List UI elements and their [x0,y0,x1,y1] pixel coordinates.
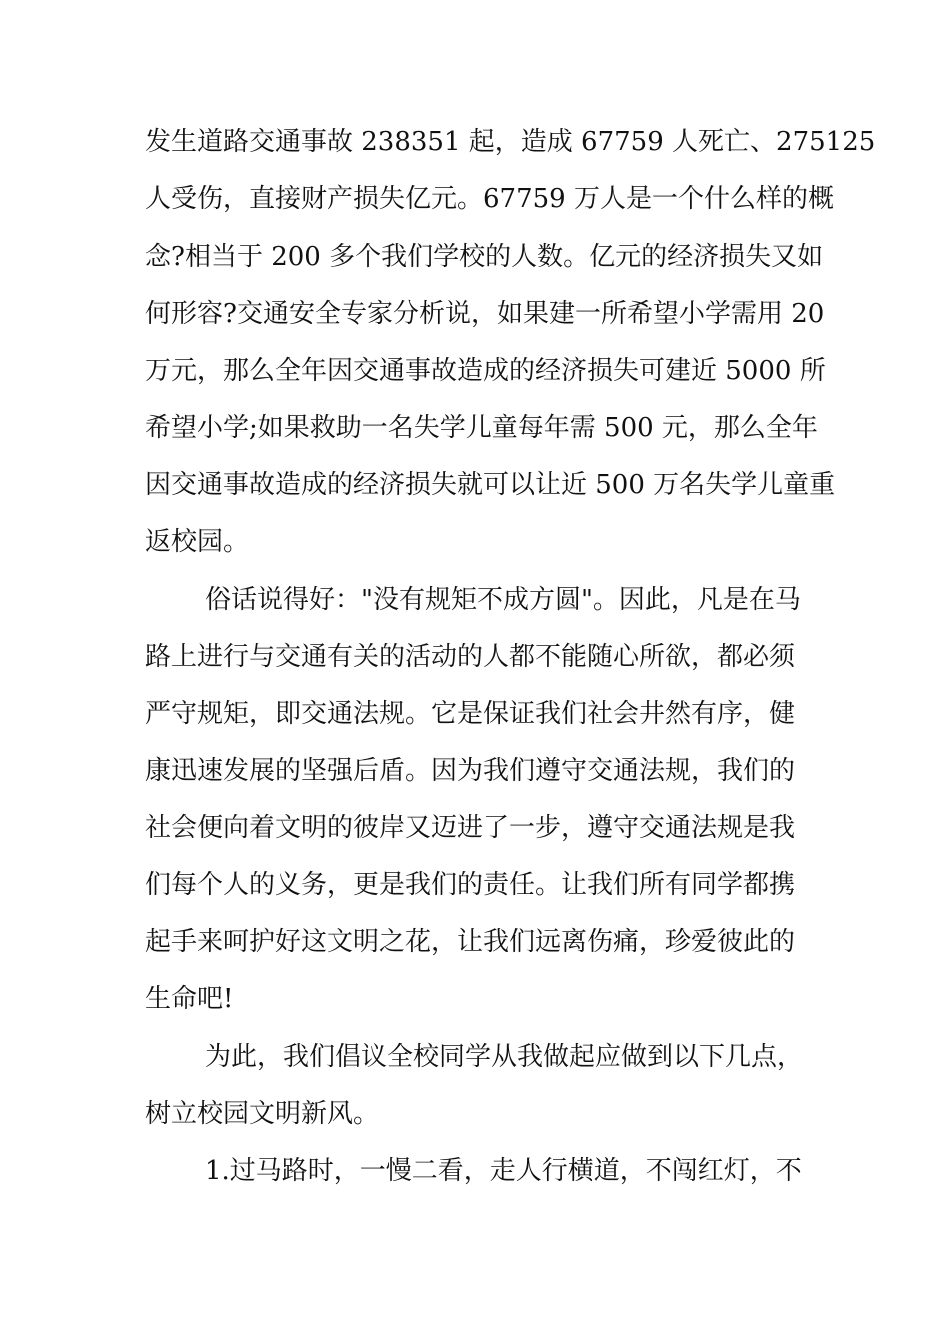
paragraph-2-line-1: 俗话说得好："没有规矩不成方圆"。因此，凡是在马 [205,585,801,615]
paragraph-1-line-2: 人受伤，直接财产损失亿元。67759 万人是一个什么样的概 [145,184,834,214]
paragraph-2-line-6: 们每个人的义务，更是我们的责任。让我们所有同学都携 [145,870,796,900]
paragraph-2-line-7: 起手来呵护好这文明之花，让我们远离伤痛，珍爱彼此的 [145,927,796,957]
paragraph-1-line-5: 万元，那么全年因交通事故造成的经济损失可建近 5000 所 [145,356,826,386]
paragraph-4-line-1: 1.过马路时，一慢二看，走人行横道，不闯红灯，不 [205,1156,802,1186]
paragraph-1-line-8: 返校园。 [145,527,250,557]
paragraph-2-line-5: 社会便向着文明的彼岸又迈进了一步，遵守交通法规是我 [145,813,796,843]
paragraph-3-line-1: 为此，我们倡议全校同学从我做起应做到以下几点， [205,1042,804,1072]
paragraph-2-line-4: 康迅速发展的坚强后盾。因为我们遵守交通法规，我们的 [145,756,796,786]
paragraph-1-line-4: 何形容?交通安全专家分析说，如果建一所希望小学需用 20 [145,299,825,329]
paragraph-2-line-8: 生命吧! [145,984,234,1014]
paragraph-2-line-3: 严守规矩，即交通法规。它是保证我们社会井然有序，健 [145,699,796,729]
paragraph-3-line-2: 树立校园文明新风。 [145,1099,380,1129]
paragraph-1-line-6: 希望小学;如果救助一名失学儿童每年需 500 元，那么全年 [145,413,818,443]
paragraph-2-line-2: 路上进行与交通有关的活动的人都不能随心所欲，都必须 [145,642,796,672]
paragraph-1-line-3: 念?相当于 200 多个我们学校的人数。亿元的经济损失又如 [145,242,824,272]
paragraph-1-line-7: 因交通事故造成的经济损失就可以让近 500 万名失学儿童重 [145,470,836,500]
paragraph-1-line-1: 发生道路交通事故 238351 起，造成 67759 人死亡、275125 [145,127,876,157]
